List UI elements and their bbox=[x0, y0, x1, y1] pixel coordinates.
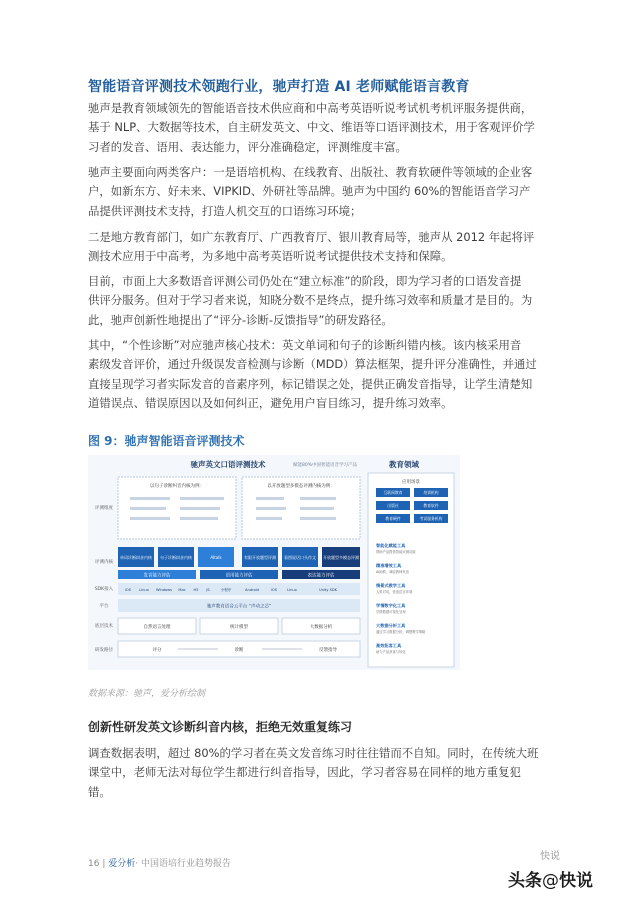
platform-label: 驰声教育语音云平台 “声动之芯” bbox=[206, 604, 272, 610]
footer-separator: | bbox=[102, 859, 106, 869]
core-label: AItalk bbox=[210, 555, 222, 560]
tool-desc: 通过学习数据分析，调整教学策略 bbox=[376, 630, 426, 634]
sdk-item: H5 bbox=[193, 588, 199, 592]
tool-name: 大数据分析工具 bbox=[376, 623, 406, 628]
app-scene: 教育硬件 bbox=[385, 516, 401, 521]
sdk-item: iOS bbox=[270, 588, 278, 592]
subsection-heading: 创新性研发英文诊断纠音内核，拒绝无效重复练习 bbox=[88, 720, 353, 734]
page-number: 16 bbox=[88, 859, 100, 869]
diagram-left-title: 驰声英文口语评测技术 bbox=[190, 460, 266, 469]
sdk-item: Android bbox=[245, 588, 259, 592]
footer-title: · 中国语培行业趋势报告 bbox=[135, 859, 231, 869]
app-scene: 教育软件 bbox=[423, 503, 439, 508]
watermark bbox=[508, 866, 593, 891]
core-label: 开放题型多模态评测 bbox=[323, 555, 359, 560]
figure-source: 数据来源：驰声，爱分析绘制 bbox=[88, 689, 206, 699]
text-line: 其中，“个性诊断”对应驰声核心技术：英文单词和句子的诊断纠错内核。该内核采用音 bbox=[88, 338, 522, 352]
tool-name: 情景式教学工具 bbox=[376, 583, 406, 588]
text-line: 素级发音评价，通过升级误发音检测与诊断（MDD）算法框架，提升评分准确性，并通过 bbox=[88, 357, 537, 372]
base-tech-label: 大数据分析 bbox=[309, 625, 333, 630]
text-line: 基于 NLP、大数据等技术，自主研发英文、中文、维语等口语评测技术，用于客观评价学 bbox=[88, 120, 535, 135]
text-line: 直接呈现学习者实际发音的音素序列，标记错误之处，提供正确发音指导，让学生清楚知 bbox=[88, 376, 533, 391]
sdk-item: Linux bbox=[139, 588, 149, 592]
text-line: 此，驰声创新性地提出了“评分-诊断-反馈指导”的研发路径。 bbox=[88, 312, 393, 327]
tool-desc: 帮助产品提供智能评测功能 bbox=[376, 550, 416, 554]
base-tech-label: 自然语言处理 bbox=[143, 625, 171, 630]
tool-desc: 助力产品获客与转化 bbox=[376, 650, 406, 654]
rd-step: 评分 bbox=[152, 648, 162, 653]
text-line: 调查数据表明，超过 80%的学习者在英文发音练习时往往错而不自知。同时，在传统大班 bbox=[88, 746, 539, 760]
row-label: SDK接入 bbox=[94, 587, 114, 592]
rd-step: 反馈指导 bbox=[319, 648, 337, 653]
page-footer bbox=[88, 856, 231, 869]
capability-label: 发音能力评估 bbox=[143, 573, 171, 579]
paragraph-intro bbox=[88, 99, 560, 157]
sdk-item: iOS bbox=[124, 588, 132, 592]
row-label: 底层技术 bbox=[95, 624, 113, 629]
tool-name: 学情数字化工具 bbox=[376, 603, 406, 608]
app-scene: 考试服务机构 bbox=[419, 516, 443, 521]
sdk-item: Mac bbox=[178, 588, 186, 592]
text-line: 供评分服务。但对于学习者来说，知晓分数不是终点，提升练习效率和质量才是目的。为 bbox=[88, 293, 533, 308]
app-scene: 出版社 bbox=[387, 503, 399, 508]
app-scene-title: 应用场景 bbox=[402, 480, 420, 485]
figure-diagram bbox=[88, 455, 460, 670]
core-label: 单词诊断纠音内核 bbox=[120, 555, 152, 560]
dimension-left-label: 以句子诊断纠音内核为例： bbox=[150, 484, 204, 489]
paragraph-market bbox=[88, 272, 560, 330]
watermark-at: @ bbox=[542, 871, 559, 891]
core-label: 有限开放题型评测 bbox=[244, 555, 276, 560]
base-tech-label: 统计模型 bbox=[230, 625, 248, 630]
sdk-item: Windows bbox=[155, 588, 173, 592]
text-line: 品提供评测技术支持，打造人机交互的口语练习环境； bbox=[88, 203, 362, 218]
row-label: 研发路径 bbox=[95, 648, 113, 653]
text-line: 驰声主要面向两类客户：一是语培机构、在线教育、出版社、教育软硬件等领域的企业客 bbox=[88, 165, 533, 179]
tool-name: 高效拓客工具 bbox=[376, 643, 402, 648]
tool-desc: AI助教，减轻教师负担 bbox=[376, 570, 409, 574]
app-scene: 互联网教育 bbox=[383, 490, 403, 495]
diagram-svg bbox=[88, 455, 460, 670]
paragraph-diagnosis bbox=[88, 336, 560, 414]
core-label: 句子诊断纠音内核 bbox=[160, 555, 192, 560]
paragraph-government bbox=[88, 228, 560, 267]
text-line: 户，如新东方、好未来、VIPKID、外研社等品牌。驰声为中国约 60%的智能语音学习产 bbox=[88, 184, 531, 199]
figure-caption: 图 9：驰声智能语音评测技术 bbox=[88, 434, 245, 448]
capability-label: 语用能力评估 bbox=[225, 573, 253, 579]
text-line: 课堂中，老师无法对每位学生都进行纠音指导，因此，学习者容易在同样的地方重复犯 bbox=[88, 765, 521, 780]
dimension-right-label: 以开放题型多模态评测内核为例： bbox=[267, 484, 335, 489]
app-scene: 培训机构 bbox=[423, 490, 439, 495]
tool-desc: 学情数据可视化呈现 bbox=[376, 610, 406, 614]
diagram-right-title: 教育领域 bbox=[389, 460, 419, 469]
row-label: 评测内核 bbox=[95, 560, 113, 565]
footer-brand: 爱分析 bbox=[108, 859, 136, 869]
text-line: 错。 bbox=[88, 784, 111, 799]
text-line: 习者的发音、语用、表达能力，评分准确稳定，评测维度丰富。 bbox=[88, 139, 407, 154]
sdk-item: Linux bbox=[287, 588, 297, 592]
section-heading: 智能语音评测技术领跑行业，驰声打造 AI 老师赋能语言教育 bbox=[88, 79, 470, 95]
watermark-name: 快说 bbox=[559, 871, 593, 891]
rd-step: 诊断 bbox=[234, 648, 244, 653]
sdk-item: 小程序 bbox=[220, 588, 232, 592]
paragraph-customers bbox=[88, 163, 560, 221]
sdk-item: JS bbox=[206, 588, 210, 592]
sdk-item: Unity SDK bbox=[319, 588, 337, 592]
text-line: 道错误点、错误原因以及如何纠正，避免用户盲目练习，提升练习效率。 bbox=[88, 396, 453, 411]
text-line: 测技术应用于中高考，为多地中高考英语听说考试提供技术支持和保障。 bbox=[88, 249, 453, 264]
tool-name: 智能化赋能工具 bbox=[376, 543, 406, 548]
row-label: 平台 bbox=[99, 604, 109, 609]
text-line: 驰声是教育领域领先的智能语音技术供应商和中高考英语听说考试机考机评服务提供商， bbox=[88, 101, 533, 115]
tool-desc: 人机对话，营造语言环境 bbox=[376, 590, 413, 594]
row-label: 评测维度 bbox=[95, 506, 113, 511]
tool-name: 精准增效工具 bbox=[376, 563, 402, 568]
text-line: 目前，市面上大多数语音评测公司仍处在“建立标准”的阶段，即为学习者的口语发音提 bbox=[88, 274, 522, 288]
capability-label: 表达能力评估 bbox=[307, 573, 335, 579]
watermark-prefix: 头条 bbox=[508, 871, 542, 891]
text-line: 二是地方教育部门，如广东教育厅、广西教育厅、银川教育局等，驰声从 2012 年起将评 bbox=[88, 230, 535, 244]
watermark-small: 快说 bbox=[540, 851, 560, 862]
paragraph-survey bbox=[88, 744, 560, 802]
diagram-tag: 赋能80%中国智能语音学习产品 bbox=[292, 463, 358, 468]
core-label: 看图说话口头作文 bbox=[284, 555, 316, 560]
